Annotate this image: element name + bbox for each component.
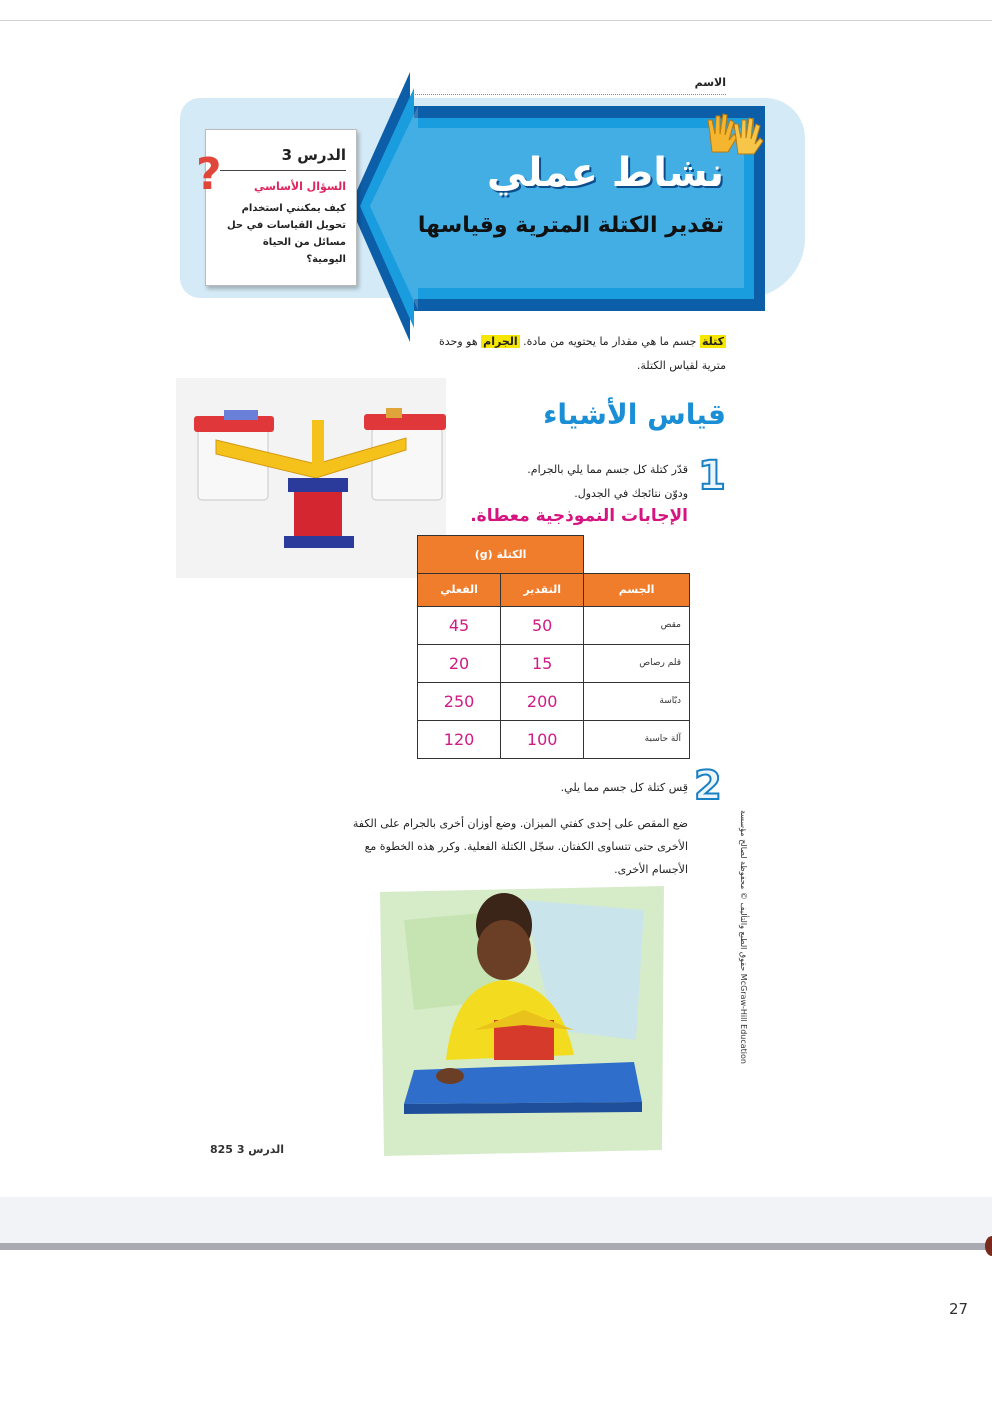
step1-number-badge: 1 [698,453,726,499]
actual-cell: 20 [418,644,501,682]
banner-subtitle: تقدير الكتلة المترية وقياسها [417,213,724,238]
answer-note: الإجابات النموذجية معطاة. [470,506,688,526]
table-row [418,682,690,720]
banner-title: نشاط عملي [486,150,724,196]
intro-text-b: هو وحدة مترية لقياس الكتلة. [439,335,726,372]
balance-scale-image [176,378,446,578]
mass-table [417,535,690,759]
copyright-credit: حقوق الطبع والتأليف © محفوظة لصالح مؤسسة McGraw-Hill Education [739,810,748,1064]
lesson-title: الدرس 3 [281,146,346,164]
table-group-header: الكتلة (g) [418,536,584,574]
top-divider [0,20,992,21]
estimate-cell: 15 [501,644,584,682]
column-header-object: الجسم [584,573,690,606]
table-row [418,644,690,682]
step1-line1: قدّر كتلة كل جسم مما يلي بالجرام. [527,463,688,476]
footer-page: 825 [210,1143,233,1156]
column-header-estimate: التقدير [501,573,584,606]
table-header-row [418,573,690,606]
step2-number-badge: 2 [694,763,722,809]
lesson-rule [220,170,346,171]
essential-question: كيف يمكنني استخدام تحويل القياسات في حل مسائل من الحياة اليومية؟ [226,203,346,265]
object-cell: قلم رصاص [584,644,690,682]
student-photo [374,880,670,1162]
estimate-cell: 50 [501,606,584,644]
question-mark-icon: ? [196,149,222,200]
step1-line2: ودوّن نتائجك في الجدول. [574,487,688,500]
actual-cell: 45 [418,606,501,644]
page-number: 27 [949,1300,969,1318]
estimate-cell: 200 [501,682,584,720]
table-group-header-row [418,536,690,574]
column-header-actual: الفعلي [418,573,501,606]
object-cell: آلة حاسبة [584,720,690,758]
term-mass: كتلة [701,335,724,348]
intro-definition [426,330,726,378]
name-label: الاسم [694,76,726,89]
table-row [418,720,690,758]
table-blank-cell [584,536,690,574]
step2-text: ضع المقص على إحدى كفتي الميزان. وضع أوزان أخرى بالجرام على الكفة الأخرى حتى تتساوى الكفتان. سجّل الكتلة الفعلية. وكرر هذه الخطوة مع الأجسام الأخرى. [352,817,688,876]
footer-marker [985,1236,992,1256]
footer-line [0,1243,992,1250]
footer-lesson: الدرس 3 [236,1143,285,1156]
intro-text-a: جسم ما هي مقدار ما يحتويه من مادة. [523,335,697,348]
step2-instruction: قِس كتلة كل جسم مما يلي. [560,781,688,794]
actual-cell: 120 [418,720,501,758]
actual-cell: 250 [418,682,501,720]
object-cell: دبّاسة [584,682,690,720]
term-gram: الجرام [483,335,518,348]
section-heading: قياس الأشياء [543,398,726,431]
table-row [418,606,690,644]
lesson-footer [210,1143,284,1156]
essential-question-label: السؤال الأساسي [254,180,346,193]
lesson-card [205,129,357,286]
estimate-cell: 100 [501,720,584,758]
object-cell: مقص [584,606,690,644]
footer-band [0,1197,992,1243]
